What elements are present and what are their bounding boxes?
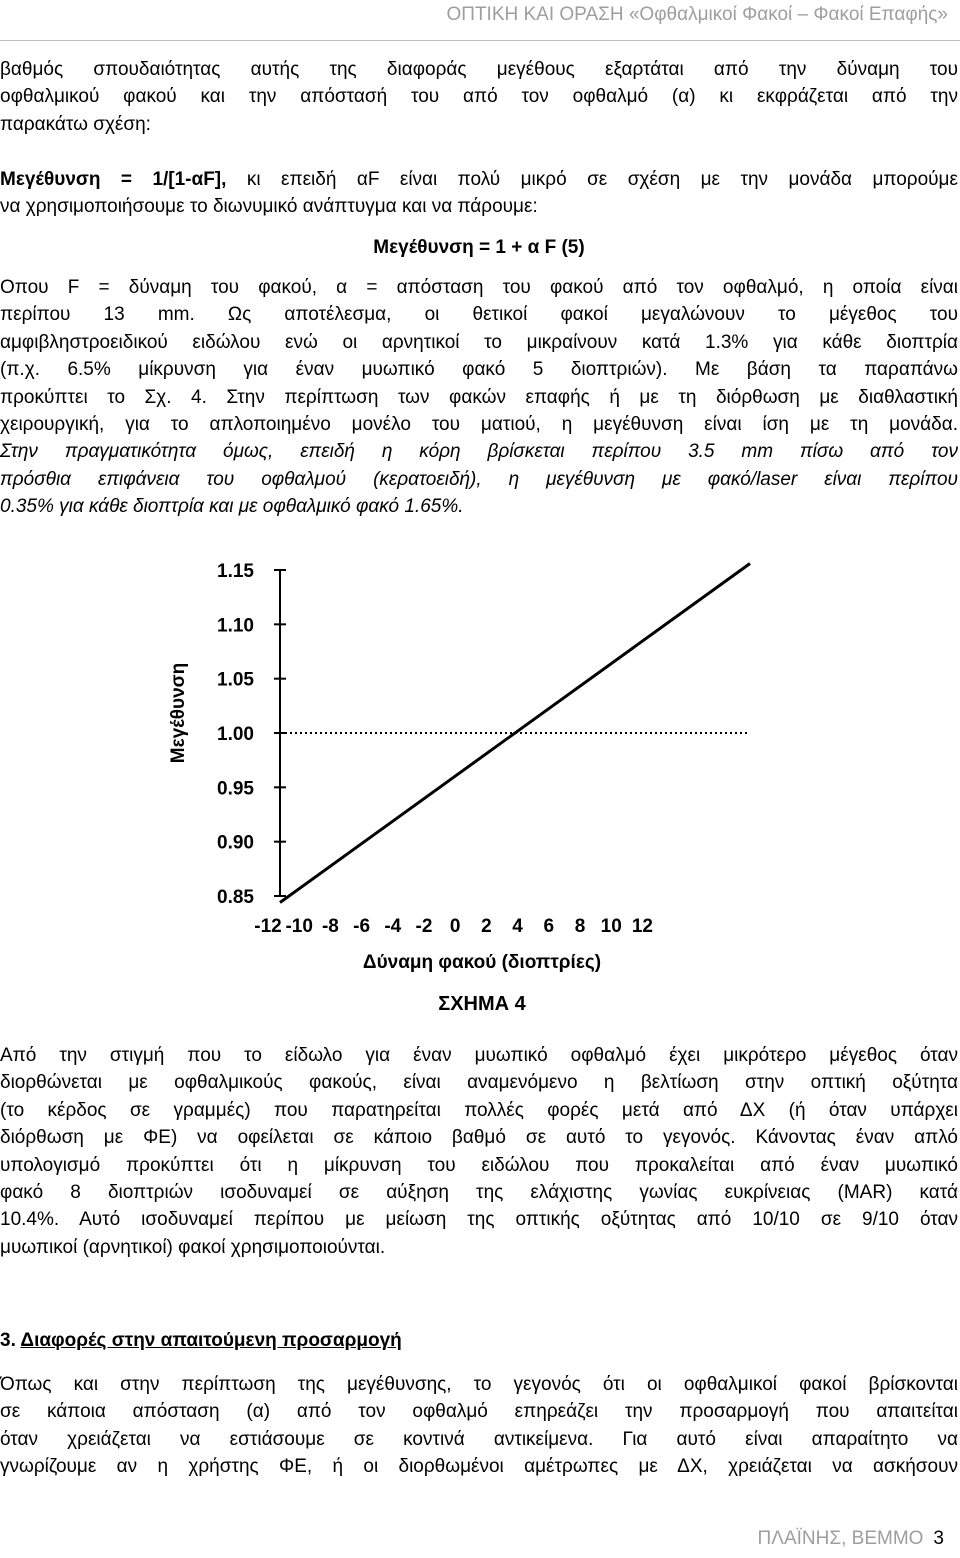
text-line: (π.χ. 6.5% μίκρυνση για έναν μυωπικό φακό 5 διοπτριών). Με βάση τα παραπάνω [0, 359, 958, 381]
x-tick-label: -10 [285, 916, 313, 937]
text-line: σε κάποια απόσταση (α) από τον οφθαλμό επηρεάζει την προσαρμογή που απαιτείται [0, 1401, 958, 1423]
page-number: 3 [933, 1528, 944, 1549]
text-line: 10.4%. Αυτό ισοδυναμεί περίπου με μείωση της οπτικής οξύτητας από 10/10 σε 9/10 όταν [0, 1209, 958, 1231]
formula-5: Μεγέθυνση = 1 + α F (5) [373, 237, 585, 258]
text-line: μυωπικοί (αρνητικοί) φακοί χρησιμοποιούνται. [0, 1236, 386, 1258]
paragraph-discussion [0, 1042, 958, 1261]
section-number: 3. [0, 1330, 21, 1351]
running-header: ΟΠΤΙΚΗ ΚΑΙ ΟΡΑΣΗ «Οφθαλμικοί Φακοί – Φακοί Επαφής» [446, 4, 948, 25]
x-tick-label: -2 [415, 916, 433, 937]
y-tick-label: 0.85 [217, 887, 254, 908]
text-line: αμφιβληστροειδικού ειδώλου ενώ οι αρνητικοί το μικραίνουν κατά 1.3% για κάθε διοπτρία [0, 331, 958, 353]
text-line: (το κέρδος σε γραμμές) που παρατηρείται πολλές φορές μετά από ΔΧ (ή όταν υπάρχει [0, 1099, 958, 1121]
y-axis-label: Μεγέθυνση [168, 662, 189, 764]
text-line: Στην πραγματικότητα όμως, επειδή η κόρη βρίσκεται περίπου 3.5 mm πίσω από τον [0, 441, 958, 463]
x-tick-label: -12 [254, 916, 282, 937]
text-line: Από την στιγμή που το είδωλο για έναν μυωπικό οφθαλμό έχει μικρότερο μέγεθος όταν [0, 1045, 958, 1066]
x-tick-label: 2 [481, 916, 492, 937]
formula-magnification: Μεγέθυνση = 1/[1-αF], [0, 169, 227, 190]
section-title: Διαφορές στην απαιτούμενη προσαρμογή [20, 1330, 402, 1351]
text-line: βαθμός σπουδαιότητας αυτής της διαφοράς μεγέθους εξαρτάται από την δύναμη του [0, 59, 958, 80]
x-tick-label: -8 [321, 916, 339, 937]
text-line: υπολογισμό προκύπτει ότι η μίκρυνση του ειδώλου που προκαλείται από έναν μυωπικό [0, 1154, 958, 1176]
text-line: προκύπτει το Σχ. 4. Στην περίπτωση των φακών επαφής ή με τη διόρθωση με διαθλαστική [0, 386, 958, 408]
x-tick-label: 10 [600, 916, 622, 937]
figure-caption: ΣΧΗΜΑ 4 [438, 993, 526, 1015]
text-line: 0.35% για κάθε διοπτρία και με οφθαλμικό φακό 1.65%. [0, 496, 464, 518]
formula-text: κι επειδή αF είναι πολύ μικρό σε σχέση με την μονάδα μπορούμε [226, 169, 958, 190]
x-tick-label: 12 [631, 916, 653, 937]
y-tick-label: 0.95 [217, 778, 254, 800]
text-line: γνωρίζουμε αν η χρήστης ΦΕ, ή οι διορθωμένοι αμέτρωπες με ΔΧ, χρειάζεται να ασκήσουν [0, 1456, 958, 1478]
x-tick-label: 6 [543, 916, 555, 937]
text-line: Όπως και στην περίπτωση της μεγέθυνσης, το γεγονός ότι οι οφθαλμικοί φακοί βρίσκονται [0, 1374, 958, 1395]
x-tick-label: -6 [353, 916, 371, 937]
text-line: όταν χρειάζεται να εστιάσουμε σε κοντινά αντικείμενα. Για αυτό είναι απαραίτητο να [0, 1428, 958, 1450]
y-tick-label: 0.90 [217, 832, 254, 854]
x-axis-label: Δύναμη φακού (διοπτρίες) [362, 952, 602, 973]
paragraph-intro [0, 56, 958, 138]
x-tick-label: 4 [512, 916, 523, 937]
y-tick-label: 1.05 [217, 669, 254, 691]
text-line: χειρουργική, για το απλοποιημένο μονέλο του ματιού, η μεγέθυνση είναι ίση με τη μονάδα. [0, 414, 958, 436]
paragraph-accommodation [0, 1371, 958, 1481]
text-line: Οπου F = δύναμη του φακού, α = απόσταση του φακού από τον οφθαλμό, η οποία είναι [0, 277, 958, 298]
text-line [0, 166, 958, 193]
x-tick-label: 8 [574, 916, 586, 937]
text-line: περίπου 13 mm. Ως αποτέλεσμα, οι θετικοί φακοί μεγαλώνουν το μέγεθος του [0, 304, 958, 326]
text-line: διόρθωση με ΦΕ) να οφείλεται σε κάποιο βαθμό σε αυτό το γεγονός. Κάνοντας έναν απλό [0, 1127, 958, 1149]
x-tick-label: 0 [449, 916, 461, 937]
page-footer [758, 1528, 944, 1550]
y-tick-label: 1.10 [217, 615, 254, 637]
footer-authors: ΠΛΑΪΝΗΣ, ΒΕΜΜΟ [757, 1528, 924, 1549]
y-tick-label: 1.15 [217, 561, 254, 582]
section-heading [0, 1330, 402, 1352]
paragraph-formula-1 [0, 166, 958, 221]
magnification-chart [160, 550, 780, 1020]
text-line: παρακάτω σχέση: [0, 113, 151, 135]
text-line: πρόσθια επιφάνεια του οφθαλμού (κερατοειδή), η μεγέθυνση με φακό/laser είναι περίπου [0, 468, 958, 490]
text-line: οφθαλμικού φακού και την απόστασή του από τον οφθαλμό (α) κι εκφράζεται από την [0, 86, 958, 108]
paragraph-explanation [0, 274, 958, 521]
text-line: να χρησιμοποιήσουμε το διωνυμικό ανάπτυγμα και να πάρουμε: [0, 196, 538, 218]
text-line: φακό 8 διοπτριών ισοδυναμεί σε αύξηση της ελάχιστης γωνίας ευκρίνειας (MAR) κατά [0, 1182, 958, 1204]
header-rule [0, 40, 960, 41]
x-tick-label: -4 [384, 916, 402, 937]
text-line: διορθώνεται με οφθαλμικούς φακούς, είναι αναμενόμενο η βελτίωση στην οπτική οξύτητα [0, 1072, 958, 1094]
y-tick-label: 1.00 [217, 724, 254, 745]
